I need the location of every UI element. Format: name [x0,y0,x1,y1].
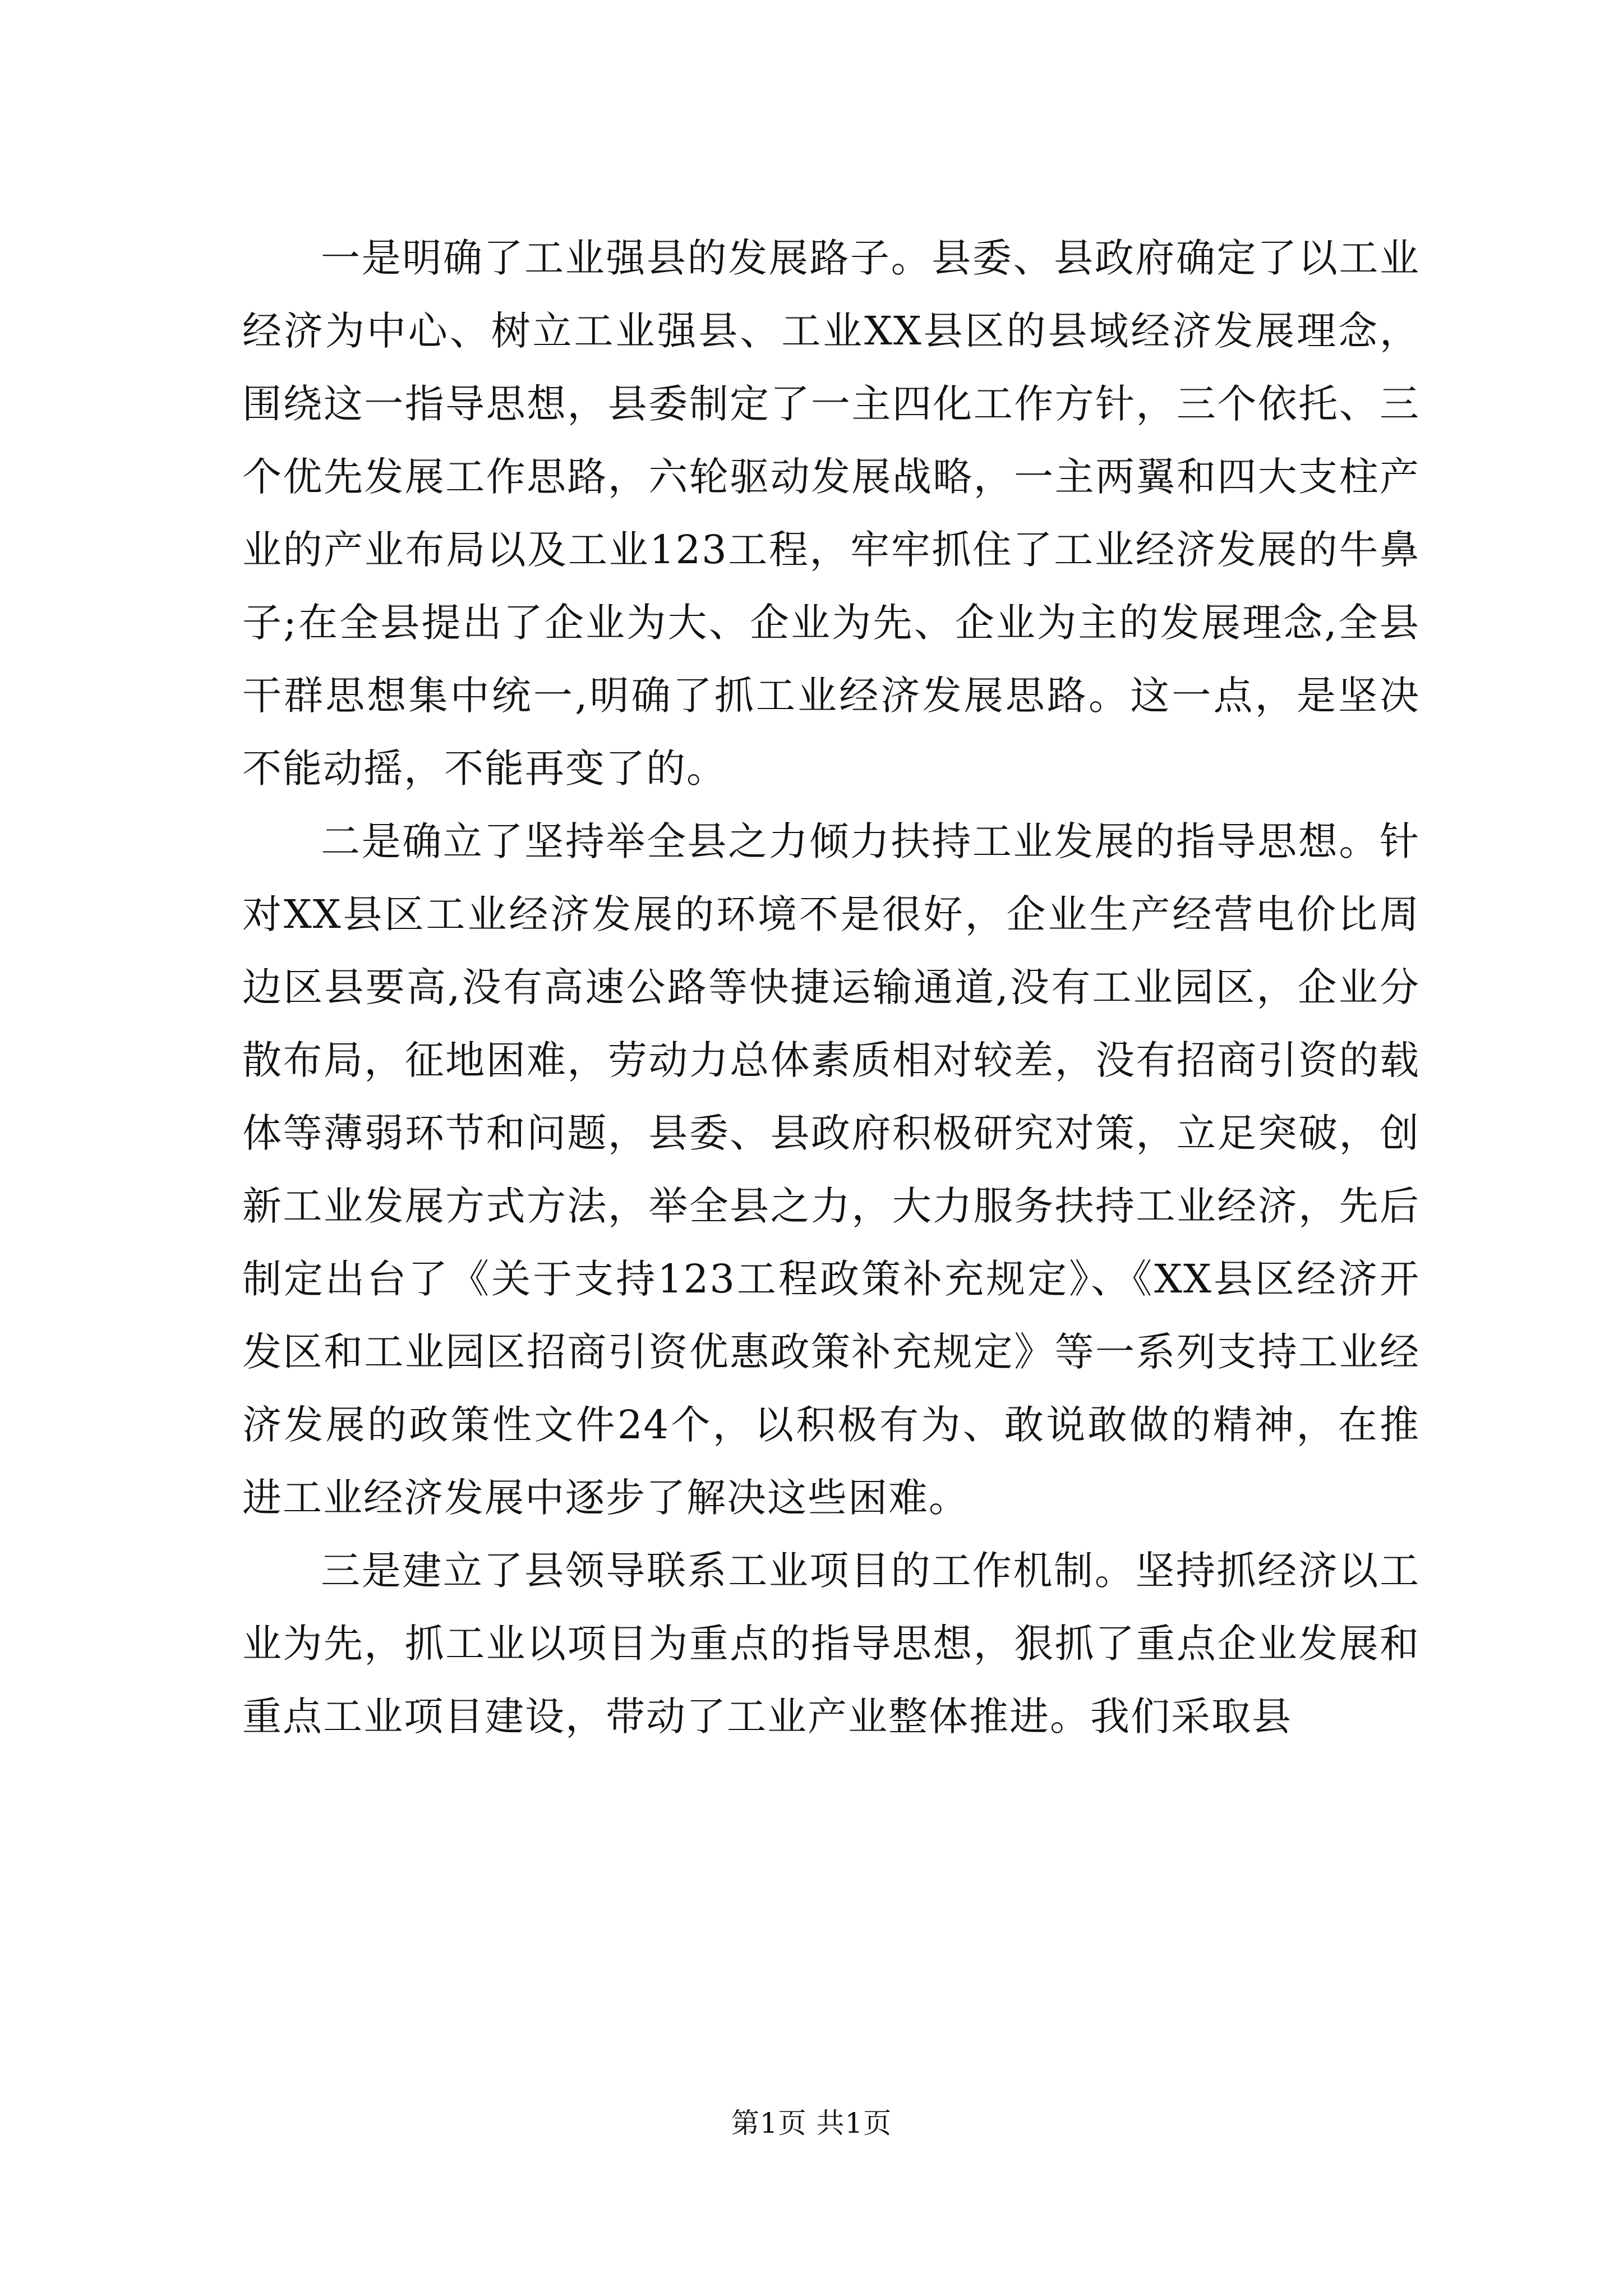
document-body [242,222,1420,1753]
paragraph-2: 二是确立了坚持举全县之力倾力扶持工业发展的指导思想。针对XX县区工业经济发展的环境不是很好，企业生产经营电价比周边区县要高,没有高速公路等快捷运输通道,没有工业园区，企业分散布局，征地困难，劳动力总体素质相对较差，没有招商引资的载体等薄弱环节和问题，县委、县政府积极研究对策，立足突破，创新工业发展方式方法，举全县之力，大力服务扶持工业经济，先后制定出台了《关于支持123工程政策补充规定》、《XX县区经济开发区和工业园区招商引资优惠政策补充规定》等一系列支持工业经济发展的政策性文件24个，以积极有为、敢说敢做的精神，在推进工业经济发展中逐步了解决这些困难。 [242,818,1420,1521]
paragraph-3: 三是建立了县领导联系工业项目的工作机制。坚持抓经济以工业为先，抓工业以项目为重点的指导思想，狠抓了重点企业发展和重点工业项目建设，带动了工业产业整体推进。我们采取县 [242,1548,1420,1740]
page-number-label: 第1页 共1页 [731,2107,892,2139]
page-footer [0,2104,1623,2143]
paragraph-1: 一是明确了工业强县的发展路子。县委、县政府确定了以工业经济为中心、树立工业强县、工业XX县区的县域经济发展理念，围绕这一指导思想，县委制定了一主四化工作方针，三个依托、三个优先发展工作思路，六轮驱动发展战略，一主两翼和四大支柱产业的产业布局以及工业123工程，牢牢抓住了工业经济发展的牛鼻子;在全县提出了企业为大、企业为先、企业为主的发展理念,全县干群思想集中统一,明确了抓工业经济发展思路。这一点，是坚决不能动摇，不能再变了的。 [242,235,1420,792]
